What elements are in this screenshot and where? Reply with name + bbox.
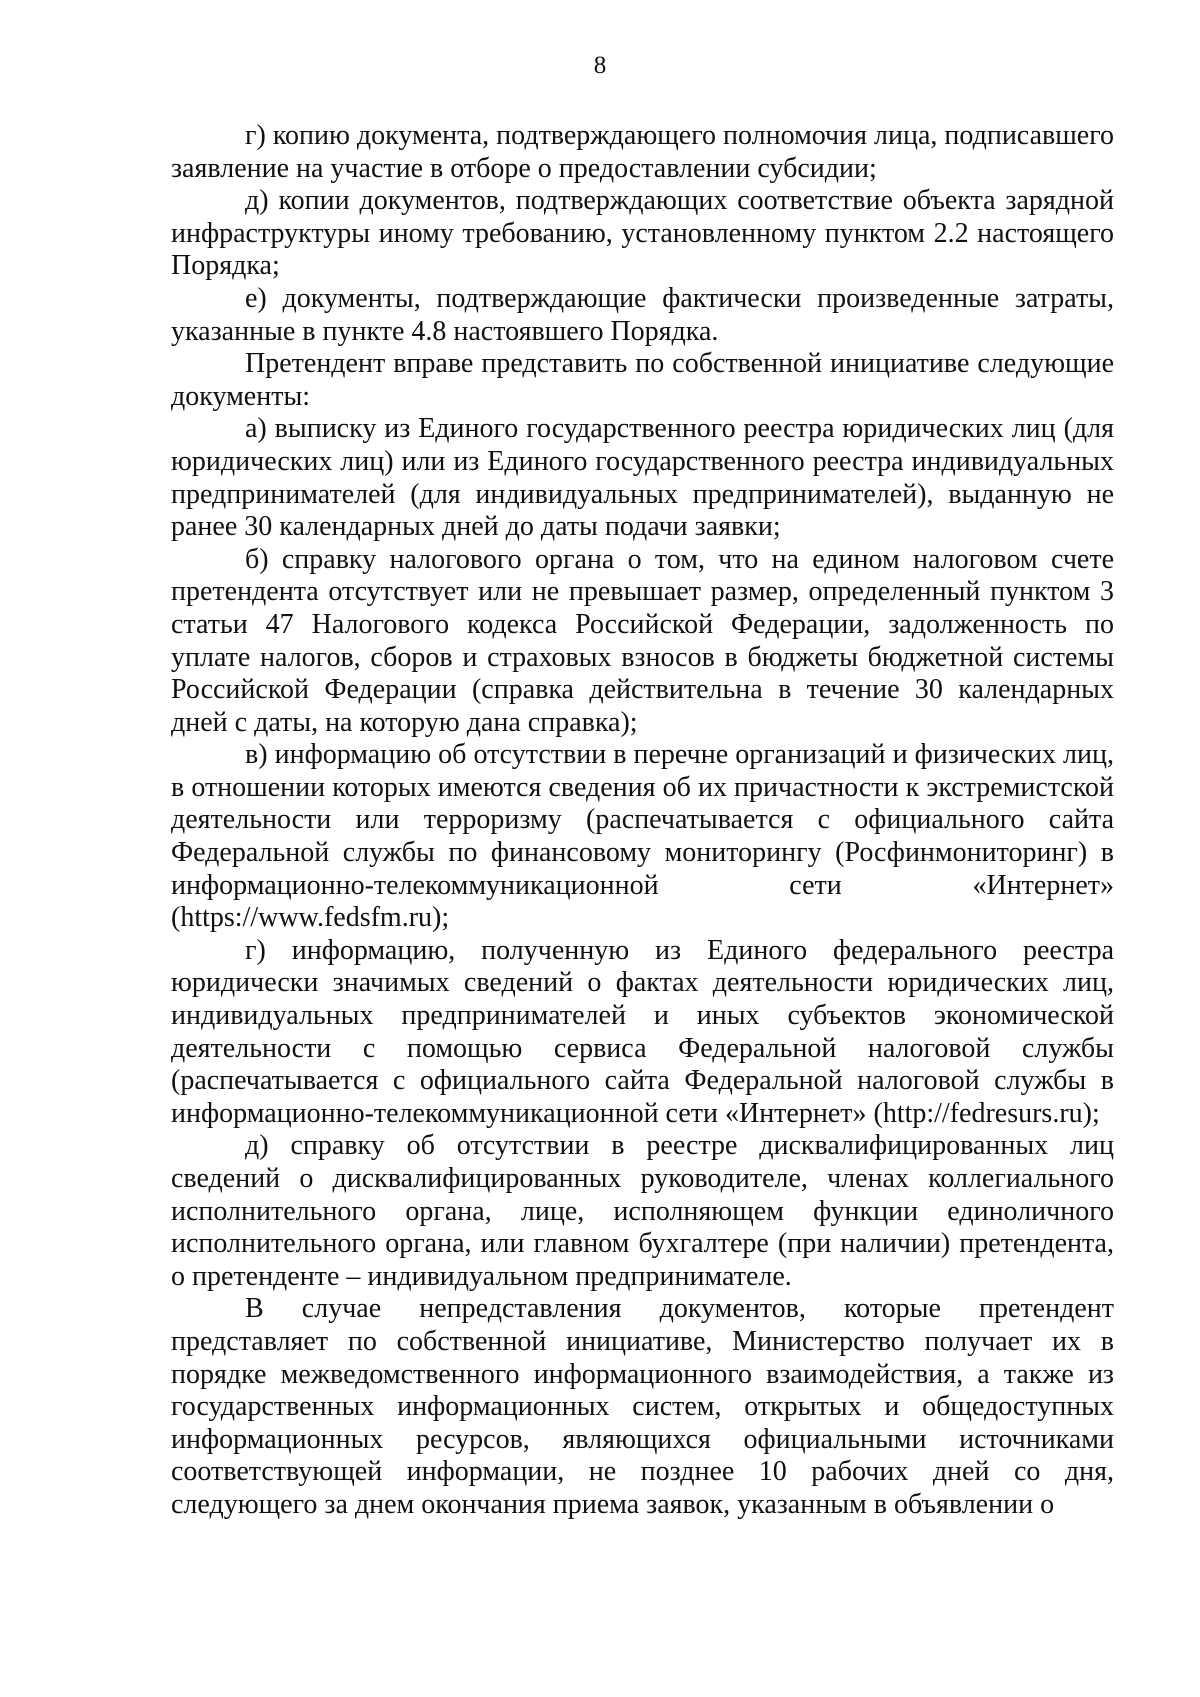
paragraph-item-d-compliance-copies: д) копии документов, подтверждающих соответствие объекта зарядной инфраструктуры иному требованию, установленному пунктом 2.2 настоящего Порядка; [171,185,1114,282]
paragraph-item-g-fedresurs-info: г) информацию, полученную из Единого федерального реестра юридически значимых сведений о фактах деятельности юридических лиц, индивидуальных предпринимателей и иных субъектов экономической деятельности с помощью сервиса Федеральной налоговой службы (распечатывается с официального сайта Федеральной налоговой службы в информационно-телекоммуникационной сети «Интернет» (http://fedresurs.ru); [171,934,1114,1129]
paragraph-interagency-request: В случае непредставления документов, которые претендент представляет по собственной инициативе, Министерство получает их в порядке межведомственного информационного взаимодействия, а также из государственных информационных систем, открытых и общедоступных информационных ресурсов, являющихся официальными источниками соответствующей информации, не позднее 10 рабочих дней со дня, следующего за днем окончания приема заявок, указанным в объявлении о [171,1293,1114,1520]
document-body [171,120,1114,1522]
paragraph-optional-documents-intro: Претендент вправе представить по собственной инициативе следующие документы: [171,348,1114,412]
paragraph-item-d-disqualification-certificate: д) справку об отсутствии в реестре дисквалифицированных лиц сведений о дисквалифицированных руководителе, членах коллегиального исполнительного органа, лице, исполняющем функции единоличного исполнительного органа, или главном бухгалтере (при наличии) претендента, о претенденте – индивидуальном предпринимателе. [171,1130,1114,1292]
paragraph-item-e-expense-documents: е) документы, подтверждающие фактически произведенные затраты, указанные в пункте 4.8 настоявшего Порядка. [171,282,1114,347]
paragraph-item-v-extremism-list-info: в) информацию об отсутствии в перечне организаций и физических лиц, в отношении которых имеются сведения об их причастности к экстремистской деятельности или терроризму (распечатывается с официального сайта Федеральной службы по финансовому мониторингу (Росфинмониторинг) в информационно-телекоммуникационной сети «Интернет» (https://www.fedsfm.ru); [171,739,1114,934]
paragraph-item-g-authority-copy: г) копию документа, подтверждающего полномочия лица, подписавшего заявление на участие в отборе о предоставлении субсидии; [171,120,1114,184]
page-number: 8 [593,52,607,79]
paragraph-item-b-tax-certificate: б) справку налогового органа о том, что на едином налоговом счете претендента отсутствует или не превышает размер, определенный пунктом 3 статьи 47 Налогового кодекса Российской Федерации, задолженность по уплате налогов, сборов и страховых взносов в бюджеты бюджетной системы Российской Федерации (справка действительна в течение 30 календарных дней с даты, на которую дана справка); [171,543,1114,738]
paragraph-item-a-registry-extract: а) выписку из Единого государственного реестра юридических лиц (для юридических лиц) или из Единого государственного реестра индивидуальных предпринимателей (для индивидуальных предпринимателей), выданную не ранее 30 календарных дней до даты подачи заявки; [171,413,1114,543]
